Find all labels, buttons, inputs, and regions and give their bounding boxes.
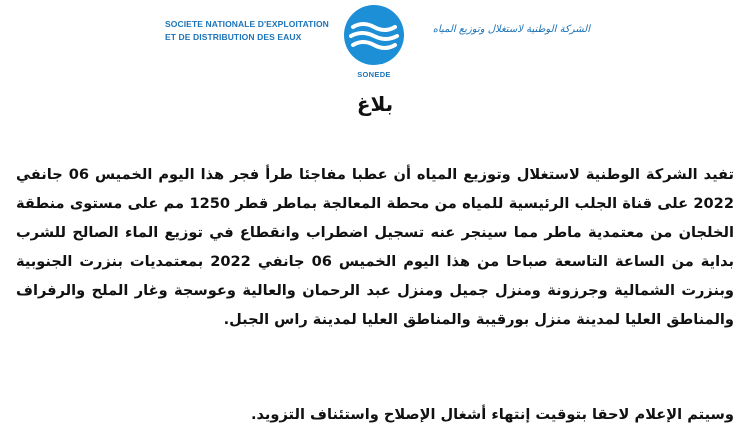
sonede-logo: [338, 2, 410, 84]
announcement-body: تفيد الشركة الوطنية لاستغلال وتوزيع المياه أن عطبا مفاجئا طرأ فجر هذا اليوم الخميس 06 جانفي 2022 على قناة الجلب الرئيسية للمياه من محطة المعالجة بماطر قطر 1250 مم على مستوى منطقة الخلجان من معتمدية ماطر مما سينجر عنه تسجيل اضطراب وانقطاع في توزيع الماء الصالح للشرب بداية من الساعة التاسعة صباحا من هذا اليوم الخميس 06 جانفي 2022 بمعتمديات بنزرت الجنوبية وبنزرت الشمالية وجرزونة ومنزل جميل ومنزل عبد الرحمان والعالية وعوسجة وغار الملح والرفراف والمناطق العليا لمدينة منزل بورقيبة والمناطق العليا لمدينة راس الجبل.: [16, 166, 735, 328]
org-name-french: [165, 18, 329, 44]
org-name-arabic: الشركة الوطنية لاستغلال وتوزيع المياه: [432, 24, 590, 35]
org-name-french-line2: ET DE DISTRIBUTION DES EAUX: [165, 32, 302, 42]
water-waves-logo-icon: [343, 4, 405, 66]
announcement-closing: وسيتم الإعلام لاحقا بتوقيت إنتهاء أشغال الإصلاح واستئناف التزويد.: [250, 406, 734, 423]
letterhead: [0, 0, 750, 85]
logo-name: SONEDE: [357, 70, 391, 79]
document-title: بلاغ: [356, 92, 394, 116]
org-name-french-line1: SOCIETE NATIONALE D'EXPLOITATION: [165, 19, 329, 29]
